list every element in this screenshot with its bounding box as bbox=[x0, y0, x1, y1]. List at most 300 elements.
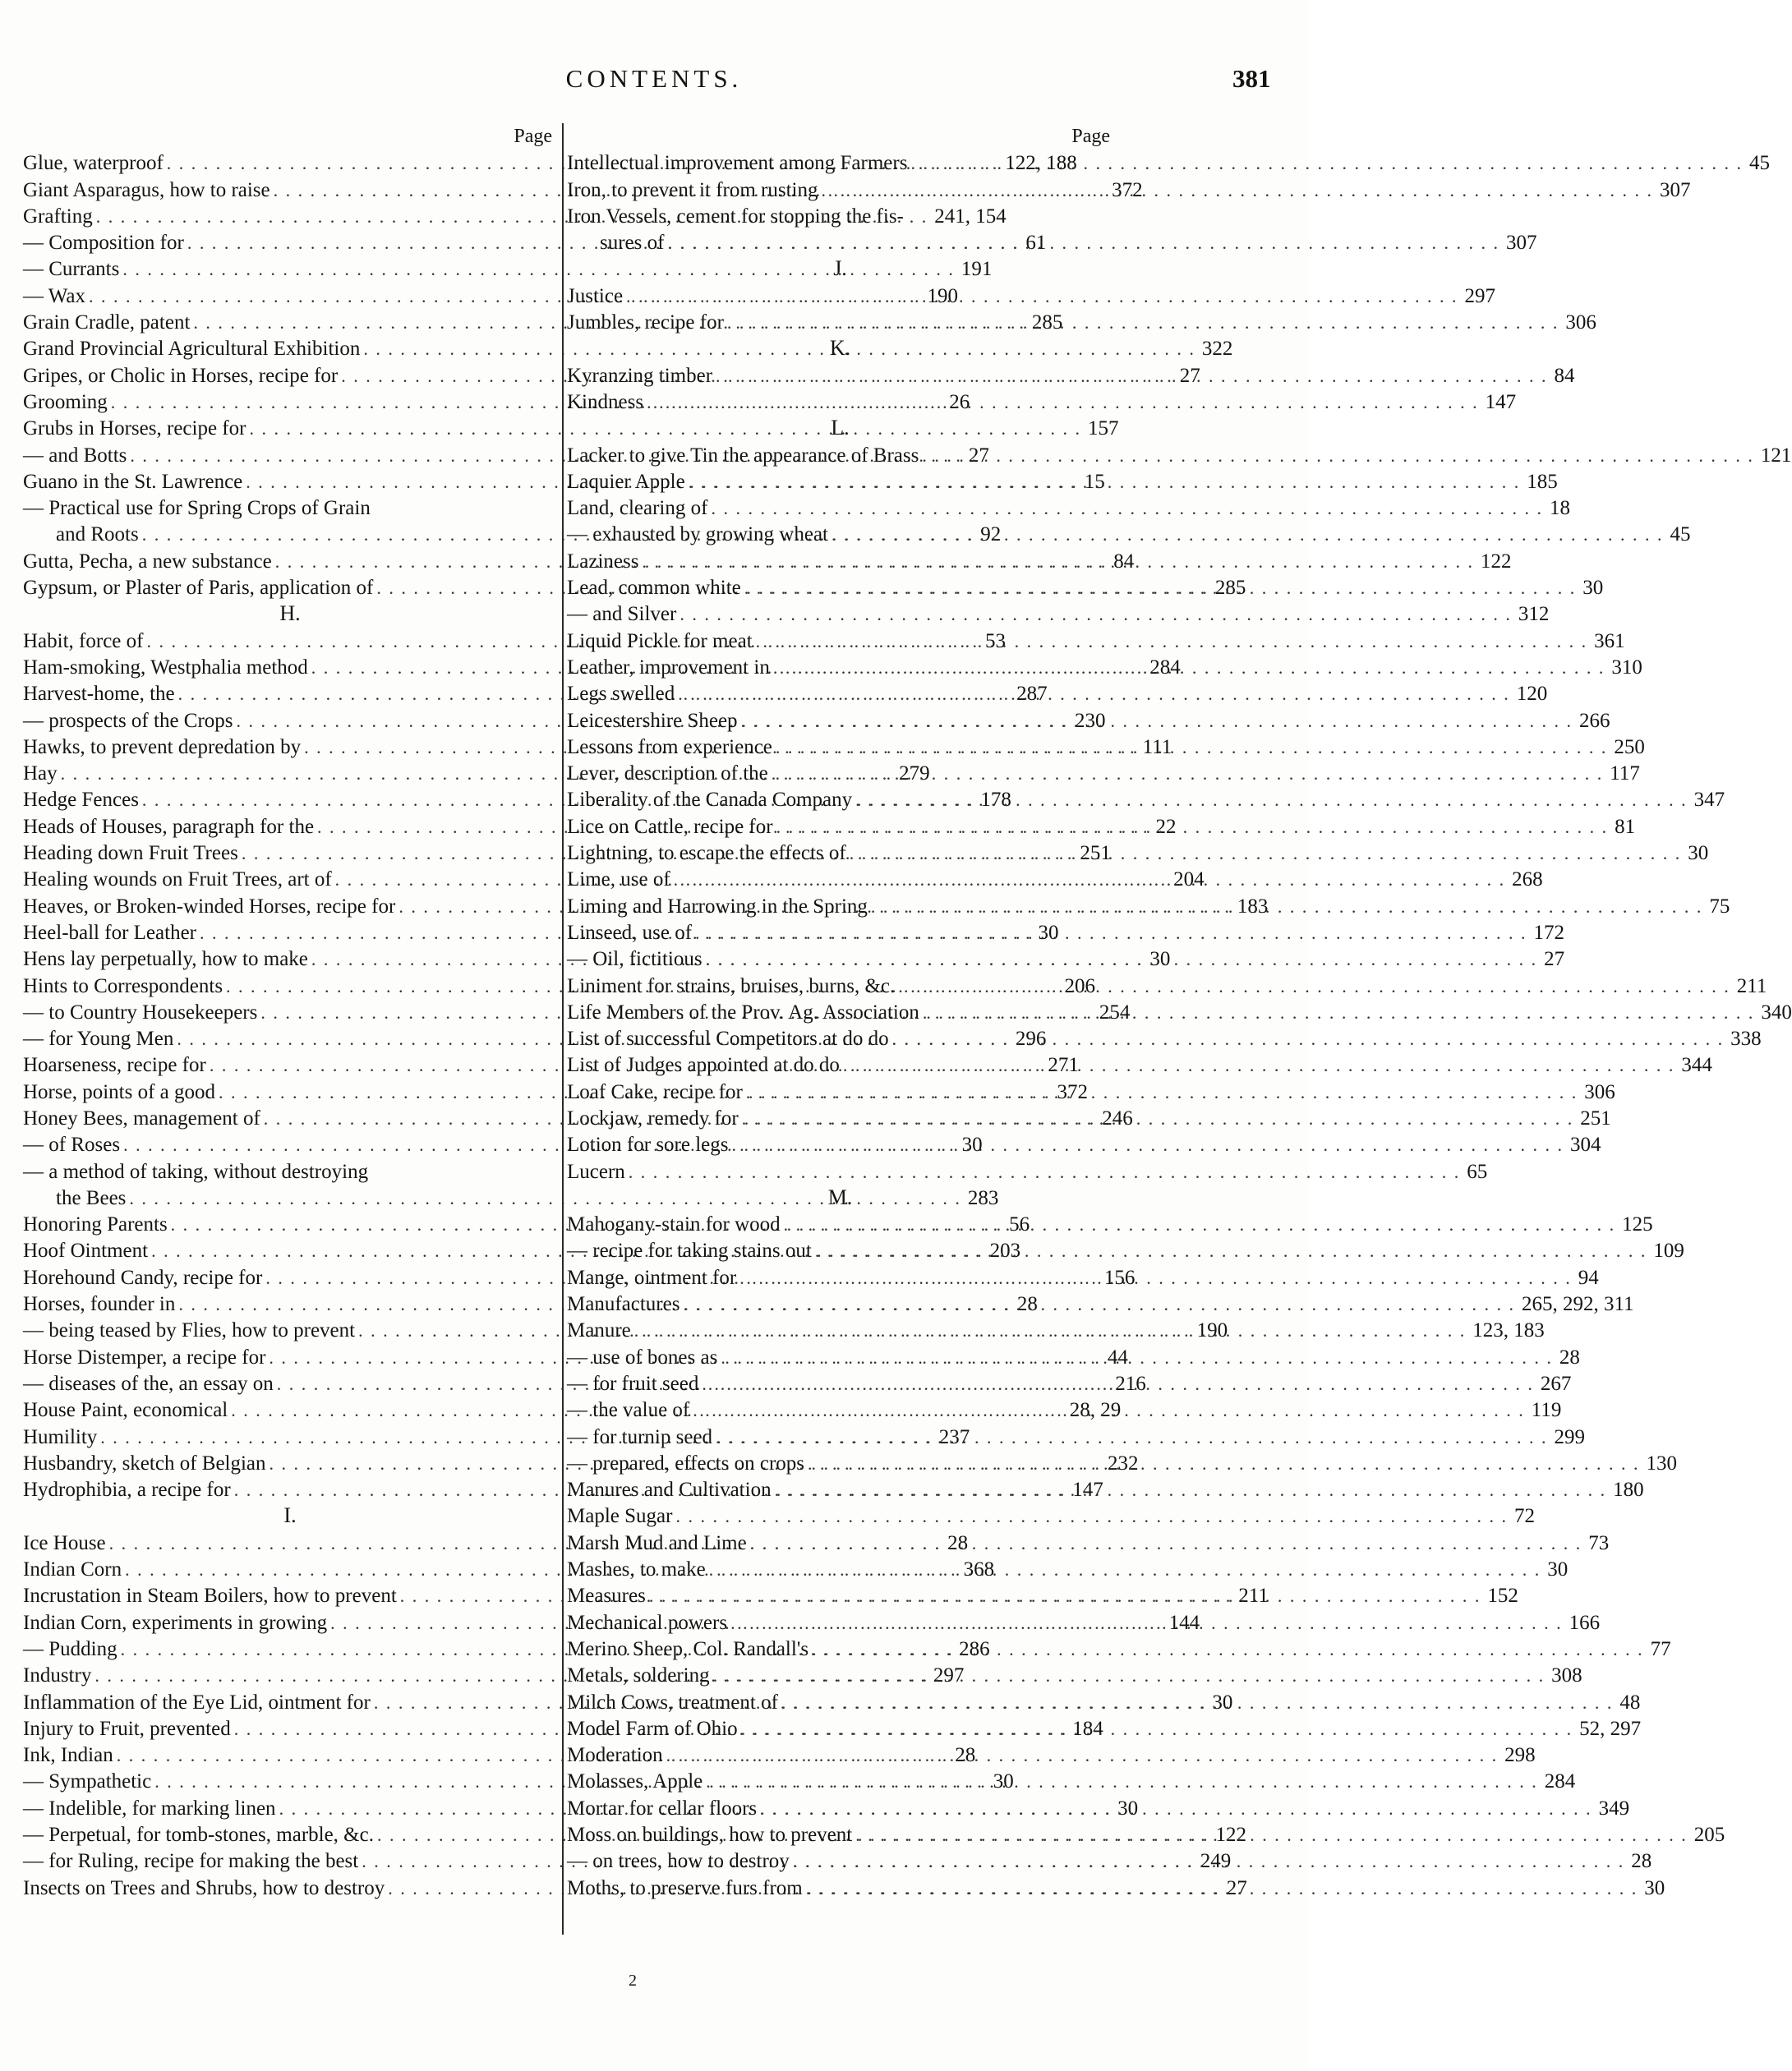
entry-title: Giant Asparagus, how to raise bbox=[23, 178, 270, 201]
dot-leader bbox=[712, 364, 1551, 389]
entry-title: Lotion for sore legs bbox=[567, 1134, 729, 1157]
entry-title: Laziness bbox=[567, 550, 639, 573]
entry-page-number: 30 bbox=[1688, 842, 1709, 865]
entry-title: Liming and Harrowing in the Spring bbox=[567, 895, 868, 918]
index-entry bbox=[567, 706, 1610, 733]
entry-page-number: 184 bbox=[1072, 1717, 1103, 1740]
entry-title: Humility bbox=[23, 1425, 98, 1448]
entry-title: — Practical use for Spring Crops of Grain bbox=[23, 497, 371, 520]
entry-page-number: 30 bbox=[1212, 1691, 1233, 1714]
entry-title: Lever, description of the bbox=[567, 762, 768, 785]
dot-leader bbox=[778, 1691, 1617, 1715]
entry-title: Inflammation of the Eye Lid, ointment for bbox=[23, 1691, 371, 1714]
entry-title: — on trees, how to destroy bbox=[567, 1850, 790, 1873]
entry-title: — for Young Men bbox=[23, 1028, 174, 1051]
entry-title: — Perpetual, for tomb-stones, marble, &c. bbox=[23, 1824, 374, 1846]
entry-page-number: 144 bbox=[1168, 1611, 1200, 1634]
entry-title: Horehound Candy, recipe for bbox=[23, 1266, 263, 1289]
entry-title: Indian Corn, experiments in growing bbox=[23, 1611, 328, 1634]
entry-page-number: 130 bbox=[1646, 1452, 1678, 1475]
dot-leader bbox=[703, 947, 1541, 972]
entry-title: — Indelible, for marking linen bbox=[23, 1797, 276, 1820]
entry-title: Measures bbox=[567, 1585, 646, 1608]
entry-title: Kyranzing timber bbox=[567, 364, 713, 387]
entry-page-number: 30 bbox=[1582, 577, 1604, 600]
entry-page-number: 203 bbox=[989, 1240, 1021, 1263]
entry-title: Ham-smoking, Westphalia method bbox=[23, 656, 308, 679]
entry-page-number: 372 bbox=[1057, 1080, 1088, 1103]
entry-page-number: 30 bbox=[1644, 1876, 1665, 1899]
dot-leader bbox=[712, 1425, 1551, 1450]
index-entry bbox=[567, 1529, 1610, 1555]
index-entry bbox=[567, 1423, 1586, 1449]
entry-page-number: 28, 29 bbox=[1069, 1399, 1122, 1422]
entry-title: Liquid Pickle for meat bbox=[567, 629, 753, 652]
entry-page-number: 285 bbox=[1031, 311, 1063, 334]
entry-page-number: 73 bbox=[1588, 1531, 1610, 1554]
dot-leader bbox=[692, 921, 1531, 946]
entry-page-number: 349 bbox=[1598, 1797, 1630, 1820]
entry-title: Moss on buildings, how to prevent bbox=[567, 1824, 853, 1846]
entry-page-number: 183 bbox=[1237, 895, 1269, 918]
entry-page-number: 122, 188 bbox=[1005, 152, 1077, 175]
entry-title: — of Roses bbox=[23, 1134, 121, 1157]
entry-page-number: 338 bbox=[1730, 1028, 1762, 1051]
entry-page-number: 56 bbox=[1009, 1213, 1030, 1236]
entry-title: — use of bones as bbox=[567, 1346, 718, 1369]
dot-leader bbox=[728, 1133, 1567, 1157]
entry-title: — recipe for taking stains out bbox=[567, 1240, 812, 1263]
dot-leader bbox=[717, 1346, 1556, 1370]
entry-page-number: 26 bbox=[949, 390, 970, 413]
dot-leader bbox=[889, 1027, 1728, 1052]
entry-title: — and Silver bbox=[567, 603, 677, 626]
dot-leader bbox=[663, 1743, 1502, 1768]
entry-title: Lockjaw, remedy for bbox=[567, 1107, 739, 1130]
entry-title: Injury to Fruit, prevented bbox=[23, 1717, 231, 1740]
index-entry bbox=[567, 680, 1548, 706]
entry-title: Laquier Apple bbox=[567, 470, 685, 493]
dot-leader bbox=[738, 1717, 1577, 1742]
entry-page-number: 125 bbox=[1622, 1213, 1653, 1236]
entry-title: Incrustation in Steam Boilers, how to prevent bbox=[23, 1585, 397, 1608]
entry-title: Intellectual improvement among Farmers bbox=[567, 152, 908, 175]
entry-page-number: 299 bbox=[1554, 1425, 1586, 1448]
entry-title: sures of bbox=[600, 232, 665, 255]
entry-title: List of successful Competitors at do do bbox=[567, 1028, 889, 1051]
entry-page-number: 296 bbox=[1015, 1028, 1047, 1051]
section-letter: I. bbox=[283, 1503, 297, 1528]
entry-page-number: 27 bbox=[968, 444, 989, 467]
entry-title: Lessons from experience bbox=[567, 735, 772, 758]
entry-page-number: 230 bbox=[1075, 709, 1106, 732]
index-entry bbox=[567, 1025, 1762, 1052]
index-entry bbox=[567, 601, 1550, 627]
entry-title: Heaves, or Broken-winded Horses, recipe for bbox=[23, 895, 396, 918]
index-entry bbox=[23, 255, 993, 282]
entry-title: Horse Distemper, a recipe for bbox=[23, 1346, 266, 1369]
entry-title: Honoring Parents bbox=[23, 1213, 168, 1236]
entry-title: Habit, force of bbox=[23, 629, 144, 652]
entry-title: — Sympathetic bbox=[23, 1770, 152, 1793]
entry-title: Life Members of the Prov. Ag. Association bbox=[567, 1001, 919, 1024]
entry-page-number: 241, 154 bbox=[934, 205, 1007, 228]
dot-leader bbox=[818, 178, 1657, 203]
entry-title: Hydrophibia, a recipe for bbox=[23, 1479, 231, 1502]
entry-page-number: 190 bbox=[1196, 1319, 1228, 1342]
dot-leader bbox=[738, 709, 1577, 734]
page-column-label: Page bbox=[514, 126, 552, 147]
entry-page-number: 211 bbox=[1736, 974, 1767, 997]
entry-title: Manure bbox=[567, 1319, 631, 1342]
entry-title: Harvest-home, the bbox=[23, 683, 175, 706]
entry-page-number: 284 bbox=[1544, 1770, 1576, 1793]
entry-page-number: 297 bbox=[1464, 284, 1496, 307]
dot-leader bbox=[804, 1452, 1643, 1476]
entry-page-number: 53 bbox=[984, 629, 1006, 652]
entry-title: — prospects of the Crops bbox=[23, 709, 233, 732]
entry-page-number: 28 bbox=[1631, 1850, 1652, 1873]
index-entry bbox=[567, 1291, 1634, 1317]
dot-leader bbox=[706, 1558, 1545, 1582]
entry-page-number: 122 bbox=[1480, 550, 1512, 573]
entry-page-number: 166 bbox=[1569, 1611, 1601, 1634]
dot-leader bbox=[631, 1319, 1470, 1343]
section-letter: L. bbox=[831, 415, 850, 440]
index-entry bbox=[567, 468, 1558, 495]
dot-leader bbox=[852, 1823, 1691, 1848]
entry-page-number: 27 bbox=[1179, 364, 1200, 387]
section-letter: M. bbox=[827, 1185, 853, 1209]
page-column-label: Page bbox=[1071, 126, 1110, 147]
dot-leader bbox=[710, 1664, 1549, 1688]
entry-page-number: 121 bbox=[1760, 444, 1792, 467]
dot-leader bbox=[679, 1292, 1518, 1317]
entry-title: Linseed, use of bbox=[567, 921, 693, 944]
dot-leader bbox=[781, 1213, 1619, 1237]
entry-page-number: 157 bbox=[1087, 417, 1119, 440]
dot-leader bbox=[828, 522, 1667, 547]
entry-page-number: 48 bbox=[1619, 1691, 1641, 1714]
entry-page-number: 190 bbox=[927, 284, 958, 307]
section-letter: J. bbox=[833, 256, 847, 281]
dot-leader bbox=[685, 470, 1524, 495]
index-entry bbox=[23, 495, 557, 521]
entry-title: Gypsum, or Plaster of Paris, application of bbox=[23, 577, 374, 600]
entry-title: Milch Cows, treatment of bbox=[567, 1691, 778, 1714]
entry-title: Leather, improvement in bbox=[567, 656, 770, 679]
dot-leader bbox=[812, 1239, 1651, 1263]
entry-title: — Currants bbox=[23, 258, 120, 281]
entry-title: Lacker to give Tin the appearance of Brass bbox=[567, 444, 919, 467]
entry-page-number: 211 bbox=[1238, 1585, 1269, 1608]
entry-title: Hoof Ointment bbox=[23, 1240, 149, 1263]
entry-title: Moths, to preserve furs from bbox=[567, 1876, 803, 1899]
entry-page-number: 15 bbox=[1084, 470, 1105, 493]
entry-page-number: 298 bbox=[1504, 1744, 1536, 1767]
dot-leader bbox=[790, 1849, 1628, 1874]
entry-title: — prepared, effects on crops bbox=[567, 1452, 805, 1475]
entry-page-number: 307 bbox=[1505, 232, 1537, 255]
entry-title: Healing wounds on Fruit Trees, art of bbox=[23, 868, 332, 891]
index-entry bbox=[567, 1715, 1642, 1742]
entry-page-number: 117 bbox=[1610, 762, 1640, 785]
index-entry bbox=[567, 203, 1113, 229]
entry-title: Glue, waterproof bbox=[23, 152, 164, 175]
index-entry bbox=[23, 1157, 557, 1184]
dot-leader bbox=[868, 895, 1707, 919]
entry-page-number: 152 bbox=[1487, 1585, 1518, 1608]
entry-page-number: 28 bbox=[1016, 1293, 1038, 1316]
entry-title: Jumbles, recipe for bbox=[567, 311, 724, 334]
entry-page-number: 287 bbox=[1016, 683, 1048, 706]
entry-page-number: 254 bbox=[1099, 1001, 1131, 1024]
entry-title: Industry bbox=[23, 1664, 92, 1687]
dot-leader bbox=[643, 390, 1482, 415]
entry-title: Grafting bbox=[23, 205, 93, 228]
page-header bbox=[0, 64, 1308, 105]
entry-title: Grooming bbox=[23, 390, 108, 413]
entry-page-number: 45 bbox=[1748, 152, 1770, 175]
dot-leader bbox=[698, 1372, 1537, 1397]
entry-page-number: 27 bbox=[1544, 948, 1565, 971]
dot-leader bbox=[676, 602, 1515, 627]
index-entry bbox=[567, 1397, 1562, 1423]
entry-title: — Composition for bbox=[23, 232, 184, 255]
entry-page-number: 267 bbox=[1540, 1372, 1572, 1395]
entry-title: Lice on Cattle, recipe for bbox=[567, 815, 773, 838]
dot-leader bbox=[803, 1876, 1642, 1901]
entry-page-number: 92 bbox=[980, 523, 1002, 546]
dot-leader bbox=[840, 1053, 1679, 1078]
entry-page-number: 251 bbox=[1080, 842, 1111, 865]
entry-page-number: 178 bbox=[980, 789, 1011, 812]
entry-title: Heading down Fruit Trees bbox=[23, 842, 238, 865]
entry-title: Heel-ball for Leather bbox=[23, 921, 196, 944]
index-entry bbox=[567, 1742, 1536, 1768]
entry-title: Gutta, Pecha, a new substance bbox=[23, 550, 272, 573]
index-entry bbox=[567, 1211, 1653, 1237]
index-entry bbox=[567, 1503, 1535, 1529]
dot-leader bbox=[753, 629, 1592, 654]
index-entry bbox=[567, 150, 1770, 176]
entry-title: Model Farm of Ohio bbox=[567, 1717, 738, 1740]
entry-title: Leicestershire Sheep bbox=[567, 709, 738, 732]
entry-title: Lead, common white bbox=[567, 577, 741, 600]
dot-leader bbox=[846, 841, 1685, 866]
entry-page-number: 268 bbox=[1512, 868, 1543, 891]
entry-page-number: 308 bbox=[1551, 1664, 1582, 1687]
entry-page-number: 44 bbox=[1107, 1346, 1128, 1369]
entry-page-number: 249 bbox=[1200, 1850, 1232, 1873]
index-entry bbox=[567, 1476, 1644, 1503]
entry-page-number: 72 bbox=[1513, 1505, 1535, 1528]
dot-leader bbox=[895, 974, 1734, 999]
entry-page-number: 216 bbox=[1115, 1372, 1146, 1395]
entry-title: — for Ruling, recipe for making the best bbox=[23, 1850, 359, 1873]
entry-page-number: 310 bbox=[1611, 656, 1642, 679]
dot-leader bbox=[670, 868, 1509, 892]
entry-title: — a method of taking, without destroying bbox=[23, 1160, 369, 1183]
index-entry bbox=[567, 840, 1709, 866]
dot-leader bbox=[808, 1637, 1647, 1662]
entry-title: — exhausted by growing wheat bbox=[567, 523, 828, 546]
index-entry bbox=[567, 309, 1596, 335]
entry-title: List of Judges appointed at do do bbox=[567, 1054, 840, 1077]
entry-page-number: 77 bbox=[1650, 1637, 1671, 1660]
entry-title: Hens lay perpetually, how to make bbox=[23, 948, 308, 971]
dot-leader bbox=[919, 1001, 1758, 1025]
entry-page-number: 304 bbox=[1569, 1134, 1601, 1157]
entry-title: Horses, founder in bbox=[23, 1293, 176, 1316]
entry-title: Manufactures bbox=[567, 1293, 680, 1316]
entry-page-number: 27 bbox=[1226, 1876, 1247, 1899]
dot-leader bbox=[664, 231, 1503, 255]
entry-title: Manures and Cultivation bbox=[567, 1479, 772, 1502]
entry-title: Kindness bbox=[567, 390, 644, 413]
entry-title: — for fruit seed bbox=[567, 1372, 699, 1395]
index-entry bbox=[567, 495, 1570, 521]
index-entry bbox=[567, 1157, 1488, 1184]
entry-title: Liniment for strains, bruises, burns, &c. bbox=[567, 974, 896, 997]
dot-leader bbox=[739, 1107, 1578, 1131]
dot-leader bbox=[727, 1611, 1566, 1636]
printer-signature-mark: 2 bbox=[629, 1972, 637, 1990]
entry-title: Maple Sugar bbox=[567, 1505, 673, 1528]
entry-title: Mahogany-stain for wood bbox=[567, 1213, 781, 1236]
dot-leader bbox=[623, 284, 1462, 309]
entry-page-number: 109 bbox=[1653, 1240, 1684, 1263]
entry-title: Mortar for cellar floors bbox=[567, 1797, 758, 1820]
entry-title: — for turnip seed bbox=[567, 1425, 713, 1448]
entry-page-number: 266 bbox=[1579, 709, 1610, 732]
entry-page-number: 306 bbox=[1565, 311, 1596, 334]
entry-page-number: 322 bbox=[1201, 338, 1233, 361]
index-entry bbox=[567, 229, 1537, 255]
entry-title: Molasses, Apple bbox=[567, 1770, 703, 1793]
entry-title: — Wax bbox=[23, 284, 85, 307]
entry-title: Horse, points of a good bbox=[23, 1080, 215, 1103]
entry-title: Mechanical powers bbox=[567, 1611, 728, 1634]
index-entry bbox=[567, 282, 1496, 308]
entry-page-number: 250 bbox=[1614, 735, 1645, 758]
entry-page-number: 284 bbox=[1149, 656, 1181, 679]
entry-title: Metals, soldering bbox=[567, 1664, 710, 1687]
entry-page-number: 61 bbox=[1025, 232, 1047, 255]
entry-page-number: 286 bbox=[959, 1637, 990, 1660]
entry-title: Mashes, to make bbox=[567, 1558, 706, 1581]
entry-title: — to Country Housekeepers bbox=[23, 1001, 258, 1024]
entry-title: Grubs in Horses, recipe for bbox=[23, 417, 246, 440]
dot-leader bbox=[646, 1584, 1485, 1608]
entry-page-number: 232 bbox=[1108, 1452, 1139, 1475]
entry-page-number: 297 bbox=[933, 1664, 965, 1687]
entry-page-number: 94 bbox=[1578, 1266, 1599, 1289]
entry-title: Loaf Cake, recipe for bbox=[567, 1080, 743, 1103]
entry-page-number: 271 bbox=[1048, 1054, 1079, 1077]
entry-title: Honey Bees, management of bbox=[23, 1107, 260, 1130]
dot-leader bbox=[703, 1770, 1541, 1794]
entry-title: Moderation bbox=[567, 1744, 663, 1767]
entry-title: Hay bbox=[23, 762, 58, 785]
entry-title: Grand Provincial Agricultural Exhibition bbox=[23, 338, 361, 361]
entry-page-number: 372 bbox=[1112, 178, 1143, 201]
dot-leader bbox=[741, 576, 1580, 601]
entry-page-number: 204 bbox=[1173, 868, 1205, 891]
entry-title: Lucern bbox=[567, 1160, 625, 1183]
entry-page-number: 205 bbox=[1693, 1824, 1725, 1846]
entry-page-number: 65 bbox=[1467, 1160, 1488, 1183]
entry-title: Hints to Correspondents bbox=[23, 974, 223, 997]
entry-title: Hedge Fences bbox=[23, 789, 139, 812]
entry-title: — the value of bbox=[567, 1399, 690, 1422]
entry-page-number: 119 bbox=[1531, 1399, 1562, 1422]
index-entry bbox=[23, 335, 1233, 361]
dot-leader bbox=[773, 815, 1612, 840]
entry-title: Hawks, to prevent depredation by bbox=[23, 735, 302, 758]
entry-title: Insects on Trees and Shrubs, how to destroy bbox=[23, 1876, 385, 1899]
entry-page-number: 251 bbox=[1580, 1107, 1611, 1130]
entry-page-number: 246 bbox=[1102, 1107, 1133, 1130]
entry-page-number: 340 bbox=[1761, 1001, 1792, 1024]
entry-page-number: 30 bbox=[1149, 948, 1171, 971]
entry-page-number: 122 bbox=[1215, 1824, 1246, 1846]
entry-page-number: 84 bbox=[1113, 550, 1135, 573]
entry-title: Gripes, or Cholic in Horses, recipe for bbox=[23, 364, 339, 387]
entry-page-number: 206 bbox=[1064, 974, 1096, 997]
dot-leader bbox=[772, 735, 1611, 760]
dot-leader bbox=[747, 1531, 1586, 1556]
dot-leader bbox=[772, 1478, 1610, 1503]
entry-title: Iron, to prevent it from rusting bbox=[567, 178, 818, 201]
index-entry bbox=[567, 972, 1767, 998]
entry-page-number: 368 bbox=[963, 1558, 995, 1581]
entry-page-number: 28 bbox=[947, 1531, 969, 1554]
entry-page-number: 285 bbox=[1214, 577, 1246, 600]
entry-page-number: 75 bbox=[1709, 895, 1730, 918]
entry-page-number: 172 bbox=[1533, 921, 1565, 944]
entry-title: — and Botts bbox=[23, 444, 127, 467]
entry-page-number: 84 bbox=[1554, 364, 1575, 387]
entry-title: House Paint, economical bbox=[23, 1399, 228, 1422]
entry-page-number: 312 bbox=[1518, 603, 1550, 626]
entry-title: Ink, Indian bbox=[23, 1744, 113, 1767]
index-entry bbox=[567, 1237, 1684, 1263]
entry-page-number: 111 bbox=[1142, 735, 1172, 758]
index-entry bbox=[567, 627, 1625, 653]
entry-title: Legs swelled bbox=[567, 683, 675, 706]
entry-title: Heads of Houses, paragraph for the bbox=[23, 815, 315, 838]
dot-leader bbox=[625, 1160, 1464, 1185]
entry-page-number: 279 bbox=[899, 762, 930, 785]
dot-leader bbox=[638, 550, 1477, 574]
entry-page-number: 30 bbox=[961, 1134, 983, 1157]
index-entry bbox=[567, 1768, 1576, 1794]
entry-title: Lime, use of bbox=[567, 868, 670, 891]
entry-page-number: 237 bbox=[938, 1425, 970, 1448]
entry-page-number: 147 bbox=[1072, 1479, 1103, 1502]
entry-title: Merino Sheep, Col. Randall's bbox=[567, 1637, 809, 1660]
entry-page-number: 344 bbox=[1681, 1054, 1712, 1077]
entry-page-number: 123, 183 bbox=[1472, 1319, 1545, 1342]
entry-title: Grain Cradle, patent bbox=[23, 311, 191, 334]
dot-leader bbox=[675, 682, 1513, 706]
index-entry bbox=[567, 760, 1640, 786]
entry-page-number: 361 bbox=[1594, 629, 1625, 652]
dot-leader bbox=[689, 1398, 1528, 1423]
entry-page-number: 120 bbox=[1516, 683, 1548, 706]
dot-leader bbox=[707, 496, 1546, 521]
